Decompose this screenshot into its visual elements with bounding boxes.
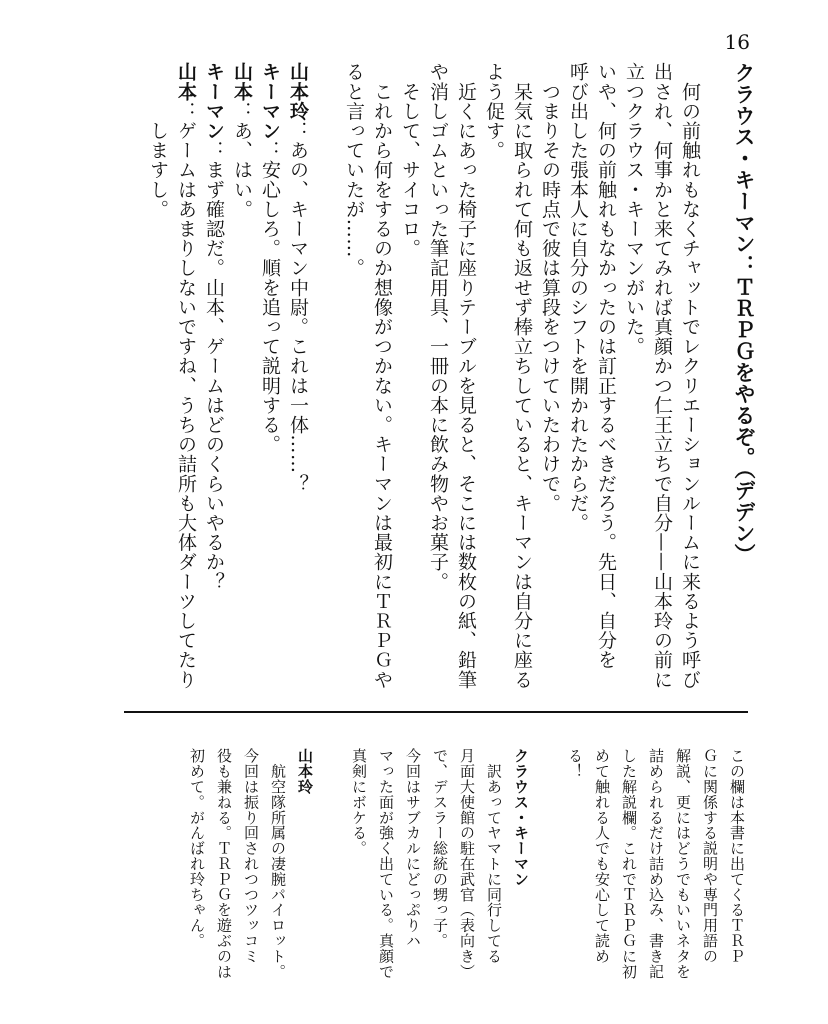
scene-title: クラウス・キーマン：ＴＲＰＧをやるぞ。（デデン） bbox=[732, 62, 756, 566]
dialogue-text: ：安心しろ。順を追って説明する。 bbox=[259, 140, 281, 455]
narrative-line: これから何をするのか想像がつかない。キーマンは最初にＴＲＰＧや bbox=[371, 62, 393, 690]
notes-line: 訳あってヤマトに同行してる bbox=[485, 748, 503, 964]
dialogue-line bbox=[228, 62, 256, 704]
dialogue-line bbox=[256, 62, 284, 704]
notes-intro-line: 解説、更にはどうでもいいネタを bbox=[674, 748, 692, 979]
narrative-line: や消しゴムといった筆記用具、一冊の本に飲み物やお菓子。 bbox=[427, 62, 449, 592]
notes-intro-line: 詰められるだけ詰め込み、書き記 bbox=[647, 748, 665, 979]
notes-intro-line: した解説欄。これでＴＲＰＧに初 bbox=[620, 748, 638, 979]
speaker-name: キーマン bbox=[259, 62, 281, 141]
narrative-line: 呼び出した張本人に自分のシフトを開かれたからだ。 bbox=[567, 62, 589, 533]
speaker-name: 山本 bbox=[231, 62, 253, 102]
notes-line: 航空隊所属の凄腕パイロット。 bbox=[269, 748, 287, 979]
narrative-line: 近くにあった椅子に座りテーブルを見ると、そこには数枚の紙、鉛筆 bbox=[455, 62, 477, 690]
notes-intro-line: る！ bbox=[566, 748, 584, 779]
section-divider bbox=[124, 711, 748, 713]
narrative-line: 何の前触れもなくチャットでレクリエーションルームに来るよう呼び bbox=[679, 62, 701, 690]
notes-line: 初めて。がんばれ玲ちゃん。 bbox=[188, 748, 206, 949]
notes-line: で、デスラー総統の甥っ子。 bbox=[431, 748, 449, 949]
dialogue-line bbox=[172, 62, 200, 704]
narrative-line: 呆気に取られて何も返せず棒立ちしていると、キーマンは自分に座る bbox=[511, 62, 533, 690]
dialogue-line bbox=[284, 62, 312, 704]
narrative-line: 立つクラウス・キーマンがいた。 bbox=[623, 62, 645, 356]
dialogue-text: ：あの、キーマン中尉。これは一体……？ bbox=[287, 120, 309, 494]
narrative-line: そして、サイコロ。 bbox=[399, 62, 421, 258]
dialogue-line bbox=[200, 62, 228, 704]
narrative-line: つまりその時点で彼は算段をつけていたわけで。 bbox=[539, 62, 561, 513]
main-text bbox=[147, 62, 758, 704]
speaker-name: 山本 bbox=[175, 62, 197, 102]
notes-line: 真剣にボケる。 bbox=[350, 748, 368, 856]
page-number: 16 bbox=[724, 30, 750, 54]
notes-intro-line: めて触れる人でも安心して読め bbox=[593, 748, 611, 964]
glossary-notes bbox=[150, 748, 750, 988]
dialogue-text: ：まず確認だ。山本、ゲームはどのくらいやるか？ bbox=[203, 140, 225, 592]
narrative-line: いや、何の前触れもなかったのは訂正するべきだろう。先日、自分を bbox=[595, 62, 617, 670]
notes-line: 月面大使館の駐在武官（表向き） bbox=[458, 748, 476, 979]
notes-line: 今回はサブカルにどっぷりハ bbox=[404, 748, 422, 949]
dialogue-text: ：あ、はい。 bbox=[231, 101, 253, 219]
narrative-line: 出され、何事かと来てみれば真顔かつ仁王立ちで自分——山本玲の前に bbox=[651, 62, 673, 690]
dialogue-line bbox=[144, 62, 172, 704]
notes-line: マった面が強く出ている。真顔で bbox=[377, 748, 395, 979]
narrative-line: よう促す。 bbox=[483, 62, 505, 160]
speaker-name: キーマン bbox=[203, 62, 225, 141]
dialogue-text: しますし。 bbox=[147, 62, 169, 219]
speaker-name: 山本玲 bbox=[287, 62, 309, 121]
notes-line: 役も兼ねる。ＴＲＰＧを遊ぶのは bbox=[215, 748, 233, 979]
narrative-line: ると言っていたが……。 bbox=[343, 62, 365, 278]
notes-heading-yamamoto: 山本玲 bbox=[296, 748, 314, 795]
notes-line: 今回は振り回されつつツッコミ bbox=[242, 748, 260, 964]
notes-intro-line: この欄は本書に出てくるＴＲＰ bbox=[728, 748, 746, 964]
notes-heading-klaus: クラウス・キーマン bbox=[512, 748, 530, 887]
notes-intro-line: Ｇに関係する説明や専門用語の bbox=[701, 748, 719, 964]
dialogue-text: ：ゲームはあまりしないですね、うちの詰所も大体ダーツしてたり bbox=[175, 101, 197, 690]
